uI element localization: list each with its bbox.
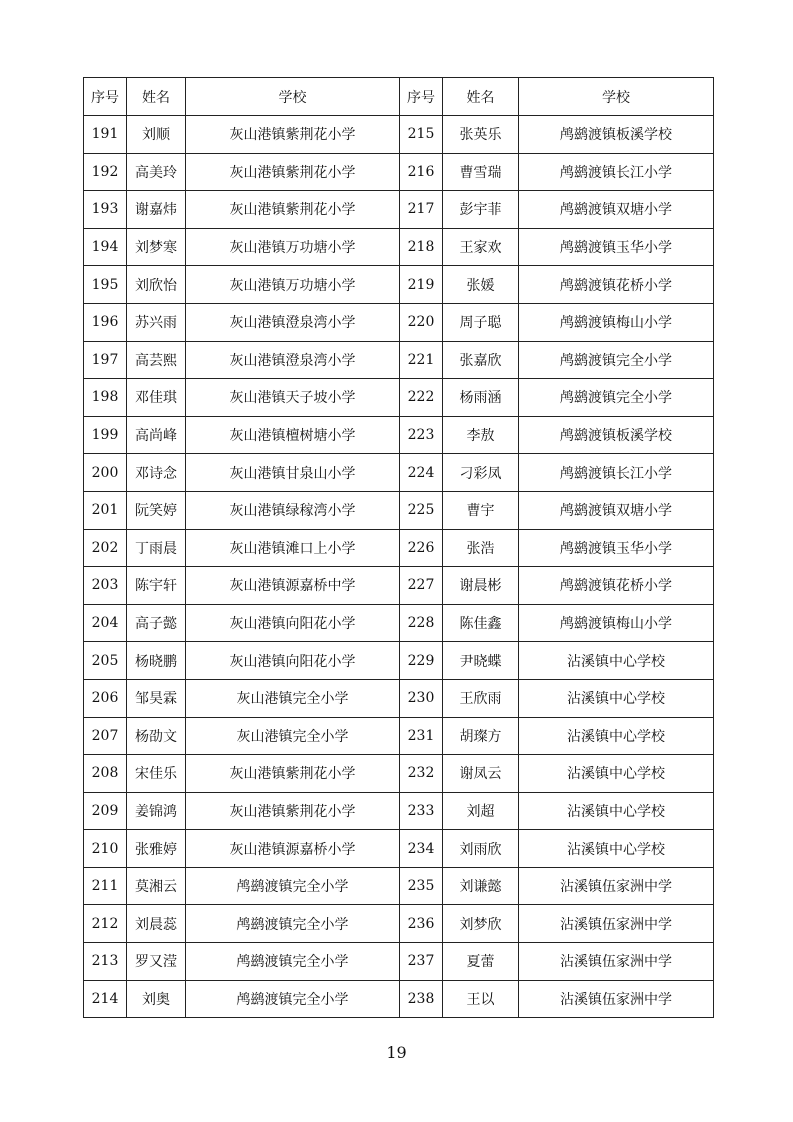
cell-school: 灰山港镇绿稼湾小学 (186, 491, 400, 529)
cell-school: 灰山港镇紫荆花小学 (186, 755, 400, 793)
cell-no: 226 (400, 529, 443, 567)
cell-no: 191 (84, 116, 127, 154)
cell-school: 灰山港镇完全小学 (186, 717, 400, 755)
header-row (84, 78, 714, 116)
cell-no: 208 (84, 755, 127, 793)
cell-name: 张雅婷 (127, 830, 186, 868)
cell-name: 丁雨晨 (127, 529, 186, 567)
cell-name: 杨劭文 (127, 717, 186, 755)
cell-school: 鸬鹚渡镇梅山小学 (519, 604, 714, 642)
cell-school: 灰山港镇滩口上小学 (186, 529, 400, 567)
table-row (84, 228, 714, 266)
header-no-right: 序号 (400, 78, 443, 116)
cell-name: 曹宇 (443, 491, 519, 529)
table-row (84, 943, 714, 981)
cell-school: 沾溪镇中心学校 (519, 830, 714, 868)
cell-name: 姜锦鸿 (127, 792, 186, 830)
cell-name: 周子聪 (443, 303, 519, 341)
cell-name: 谢嘉炜 (127, 191, 186, 229)
cell-no: 204 (84, 604, 127, 642)
cell-school: 灰山港镇紫荆花小学 (186, 153, 400, 191)
cell-no: 207 (84, 717, 127, 755)
cell-no: 197 (84, 341, 127, 379)
cell-school: 鸬鹚渡镇完全小学 (519, 341, 714, 379)
cell-no: 217 (400, 191, 443, 229)
cell-school: 鸬鹚渡镇完全小学 (186, 905, 400, 943)
cell-name: 陈宇轩 (127, 567, 186, 605)
cell-name: 张媛 (443, 266, 519, 304)
cell-name: 杨雨涵 (443, 379, 519, 417)
table-row (84, 830, 714, 868)
cell-no: 192 (84, 153, 127, 191)
cell-school: 灰山港镇源嘉桥小学 (186, 830, 400, 868)
cell-school: 鸬鹚渡镇完全小学 (186, 943, 400, 981)
cell-school: 鸬鹚渡镇长江小学 (519, 454, 714, 492)
cell-no: 212 (84, 905, 127, 943)
cell-school: 鸬鹚渡镇双塘小学 (519, 191, 714, 229)
cell-no: 210 (84, 830, 127, 868)
cell-no: 231 (400, 717, 443, 755)
table-row (84, 341, 714, 379)
cell-name: 阮笑婷 (127, 491, 186, 529)
table-row (84, 529, 714, 567)
cell-name: 王以 (443, 980, 519, 1018)
table-row (84, 266, 714, 304)
cell-name: 杨晓鹏 (127, 642, 186, 680)
cell-name: 刘谦懿 (443, 867, 519, 905)
cell-name: 高尚峰 (127, 416, 186, 454)
cell-name: 张嘉欣 (443, 341, 519, 379)
cell-no: 222 (400, 379, 443, 417)
cell-no: 200 (84, 454, 127, 492)
cell-school: 灰山港镇完全小学 (186, 679, 400, 717)
cell-no: 216 (400, 153, 443, 191)
cell-school: 灰山港镇澄泉湾小学 (186, 303, 400, 341)
cell-name: 张英乐 (443, 116, 519, 154)
cell-name: 邓诗念 (127, 454, 186, 492)
table-row (84, 980, 714, 1018)
cell-school: 鸬鹚渡镇完全小学 (186, 980, 400, 1018)
cell-name: 刘梦欣 (443, 905, 519, 943)
cell-name: 高芸熙 (127, 341, 186, 379)
cell-school: 沾溪镇伍家洲中学 (519, 980, 714, 1018)
cell-no: 193 (84, 191, 127, 229)
cell-name: 谢晨彬 (443, 567, 519, 605)
cell-name: 宋佳乐 (127, 755, 186, 793)
cell-no: 211 (84, 867, 127, 905)
cell-no: 236 (400, 905, 443, 943)
cell-name: 尹晓蝶 (443, 642, 519, 680)
cell-no: 227 (400, 567, 443, 605)
cell-name: 王家欢 (443, 228, 519, 266)
cell-no: 202 (84, 529, 127, 567)
cell-school: 灰山港镇向阳花小学 (186, 642, 400, 680)
cell-name: 刘顺 (127, 116, 186, 154)
cell-no: 199 (84, 416, 127, 454)
roster-table (83, 77, 714, 1018)
cell-name: 夏蕾 (443, 943, 519, 981)
cell-school: 灰山港镇澄泉湾小学 (186, 341, 400, 379)
cell-name: 张浩 (443, 529, 519, 567)
cell-school: 灰山港镇紫荆花小学 (186, 116, 400, 154)
cell-no: 232 (400, 755, 443, 793)
cell-school: 沾溪镇伍家洲中学 (519, 867, 714, 905)
cell-school: 鸬鹚渡镇玉华小学 (519, 228, 714, 266)
cell-no: 206 (84, 679, 127, 717)
cell-no: 215 (400, 116, 443, 154)
cell-name: 刁彩凤 (443, 454, 519, 492)
header-school-left: 学校 (186, 78, 400, 116)
cell-name: 胡璨方 (443, 717, 519, 755)
table-row (84, 567, 714, 605)
cell-no: 235 (400, 867, 443, 905)
cell-name: 邹昊霖 (127, 679, 186, 717)
table-row (84, 116, 714, 154)
cell-name: 苏兴雨 (127, 303, 186, 341)
table-row (84, 755, 714, 793)
cell-name: 李敖 (443, 416, 519, 454)
cell-no: 196 (84, 303, 127, 341)
roster-body (84, 116, 714, 1018)
cell-school: 灰山港镇紫荆花小学 (186, 191, 400, 229)
cell-no: 228 (400, 604, 443, 642)
cell-school: 鸬鹚渡镇花桥小学 (519, 567, 714, 605)
cell-school: 灰山港镇万功塘小学 (186, 266, 400, 304)
cell-no: 220 (400, 303, 443, 341)
cell-name: 刘欣怡 (127, 266, 186, 304)
cell-name: 刘梦寒 (127, 228, 186, 266)
header-name-left: 姓名 (127, 78, 186, 116)
cell-school: 鸬鹚渡镇完全小学 (186, 867, 400, 905)
cell-name: 陈佳鑫 (443, 604, 519, 642)
cell-no: 233 (400, 792, 443, 830)
table-row (84, 191, 714, 229)
cell-no: 225 (400, 491, 443, 529)
cell-no: 198 (84, 379, 127, 417)
cell-school: 鸬鹚渡镇花桥小学 (519, 266, 714, 304)
cell-no: 203 (84, 567, 127, 605)
table-row (84, 379, 714, 417)
cell-school: 沾溪镇中心学校 (519, 717, 714, 755)
cell-name: 刘雨欣 (443, 830, 519, 868)
header-name-right: 姓名 (443, 78, 519, 116)
cell-no: 219 (400, 266, 443, 304)
cell-no: 221 (400, 341, 443, 379)
table-row (84, 867, 714, 905)
table-row (84, 491, 714, 529)
cell-school: 灰山港镇万功塘小学 (186, 228, 400, 266)
cell-name: 高美玲 (127, 153, 186, 191)
cell-name: 彭宇菲 (443, 191, 519, 229)
cell-no: 213 (84, 943, 127, 981)
cell-school: 灰山港镇檀树塘小学 (186, 416, 400, 454)
page-number: 19 (386, 1043, 407, 1062)
cell-no: 237 (400, 943, 443, 981)
cell-no: 229 (400, 642, 443, 680)
table-row (84, 604, 714, 642)
header-no-left: 序号 (84, 78, 127, 116)
table-row (84, 717, 714, 755)
cell-school: 沾溪镇中心学校 (519, 792, 714, 830)
cell-no: 209 (84, 792, 127, 830)
table-row (84, 454, 714, 492)
cell-name: 王欣雨 (443, 679, 519, 717)
header-school-right: 学校 (519, 78, 714, 116)
table-row (84, 679, 714, 717)
cell-school: 灰山港镇天子坡小学 (186, 379, 400, 417)
cell-no: 230 (400, 679, 443, 717)
cell-no: 218 (400, 228, 443, 266)
cell-school: 鸬鹚渡镇板溪学校 (519, 116, 714, 154)
cell-school: 沾溪镇伍家洲中学 (519, 905, 714, 943)
cell-name: 谢凤云 (443, 755, 519, 793)
cell-school: 鸬鹚渡镇长江小学 (519, 153, 714, 191)
cell-no: 224 (400, 454, 443, 492)
cell-name: 刘超 (443, 792, 519, 830)
cell-no: 238 (400, 980, 443, 1018)
cell-no: 194 (84, 228, 127, 266)
table-row (84, 416, 714, 454)
cell-no: 195 (84, 266, 127, 304)
cell-name: 邓佳琪 (127, 379, 186, 417)
cell-school: 沾溪镇中心学校 (519, 755, 714, 793)
table-row (84, 303, 714, 341)
cell-school: 鸬鹚渡镇板溪学校 (519, 416, 714, 454)
cell-school: 沾溪镇中心学校 (519, 642, 714, 680)
cell-school: 灰山港镇紫荆花小学 (186, 792, 400, 830)
cell-school: 鸬鹚渡镇完全小学 (519, 379, 714, 417)
cell-name: 曹雪瑞 (443, 153, 519, 191)
cell-school: 鸬鹚渡镇双塘小学 (519, 491, 714, 529)
cell-name: 刘奥 (127, 980, 186, 1018)
table-row (84, 153, 714, 191)
table-row (84, 905, 714, 943)
cell-name: 刘晨蕊 (127, 905, 186, 943)
cell-school: 灰山港镇源嘉桥中学 (186, 567, 400, 605)
cell-school: 鸬鹚渡镇玉华小学 (519, 529, 714, 567)
cell-no: 201 (84, 491, 127, 529)
cell-no: 214 (84, 980, 127, 1018)
cell-no: 234 (400, 830, 443, 868)
cell-school: 灰山港镇向阳花小学 (186, 604, 400, 642)
cell-no: 205 (84, 642, 127, 680)
table-row (84, 792, 714, 830)
cell-name: 高子懿 (127, 604, 186, 642)
cell-school: 鸬鹚渡镇梅山小学 (519, 303, 714, 341)
cell-name: 罗又滢 (127, 943, 186, 981)
cell-name: 莫湘云 (127, 867, 186, 905)
cell-school: 灰山港镇甘泉山小学 (186, 454, 400, 492)
cell-no: 223 (400, 416, 443, 454)
table-row (84, 642, 714, 680)
cell-school: 沾溪镇中心学校 (519, 679, 714, 717)
cell-school: 沾溪镇伍家洲中学 (519, 943, 714, 981)
